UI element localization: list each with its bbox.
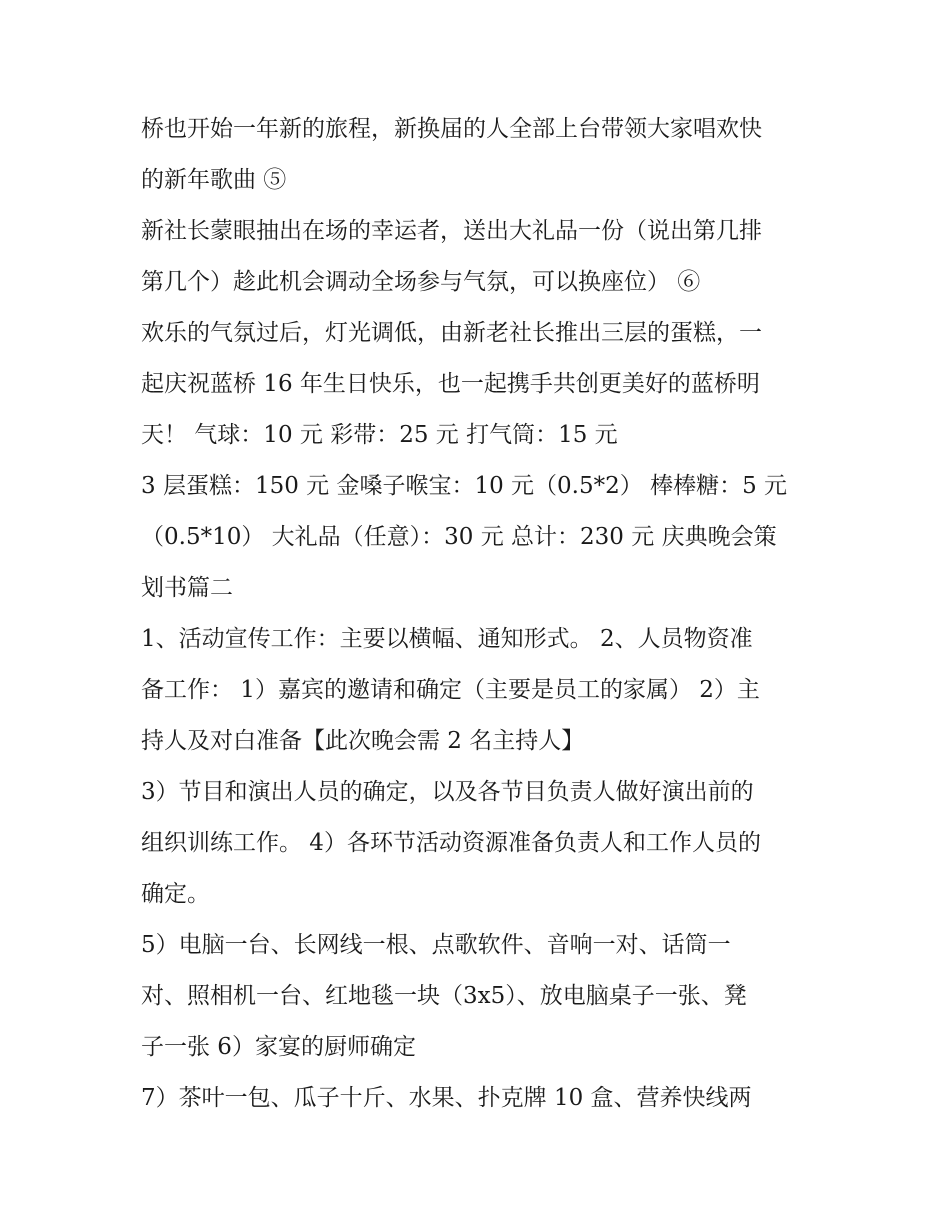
document-body — [141, 104, 831, 1124]
text-line: 备工作： 1）嘉宾的邀请和确定（主要是员工的家属） 2）主 — [141, 677, 760, 703]
text-line: （0.5*10） 大礼品（任意）：30 元 总计：230 元 庆典晚会策 — [141, 524, 777, 550]
text-line: 桥也开始一年新的旅程，新换届的人全部上台带领大家唱欢快 — [141, 116, 762, 142]
text-line: 第几个）趁此机会调动全场参与气氛，可以换座位） ⑥ — [141, 269, 701, 295]
text-line: 天！ 气球：10 元 彩带：25 元 打气筒：15 元 — [141, 422, 618, 448]
text-line: 组织训练工作。 4）各环节活动资源准备负责人和工作人员的 — [141, 830, 761, 856]
text-line: 确定。 — [141, 881, 210, 907]
text-line: 1、活动宣传工作：主要以横幅、通知形式。 2、人员物资准 — [141, 626, 753, 652]
text-line: 3）节目和演出人员的确定，以及各节目负责人做好演出前的 — [141, 779, 754, 805]
text-line: 欢乐的气氛过后，灯光调低，由新老社长推出三层的蛋糕，一 — [141, 320, 762, 346]
text-line: 的新年歌曲 ⑤ — [141, 167, 287, 193]
text-line: 7）茶叶一包、瓜子十斤、水果、扑克牌 10 盒、营养快线两 — [141, 1085, 752, 1111]
text-line: 划书篇二 — [141, 575, 233, 601]
text-line: 子一张 6）家宴的厨师确定 — [141, 1034, 416, 1060]
text-line: 新社长蒙眼抽出在场的幸运者，送出大礼品一份（说出第几排 — [141, 218, 762, 244]
text-line: 起庆祝蓝桥 16 年生日快乐，也一起携手共创更美好的蓝桥明 — [141, 371, 760, 397]
text-line: 5）电脑一台、长网线一根、点歌软件、音响一对、话筒一 — [141, 932, 731, 958]
text-line: 3 层蛋糕：150 元 金嗓子喉宝：10 元（0.5*2） 棒棒糖：5 元 — [141, 473, 788, 499]
text-line: 对、照相机一台、红地毯一块（3x5）、放电脑桌子一张、凳 — [141, 983, 747, 1009]
text-line: 持人及对白准备【此次晚会需 2 名主持人】 — [141, 728, 585, 754]
